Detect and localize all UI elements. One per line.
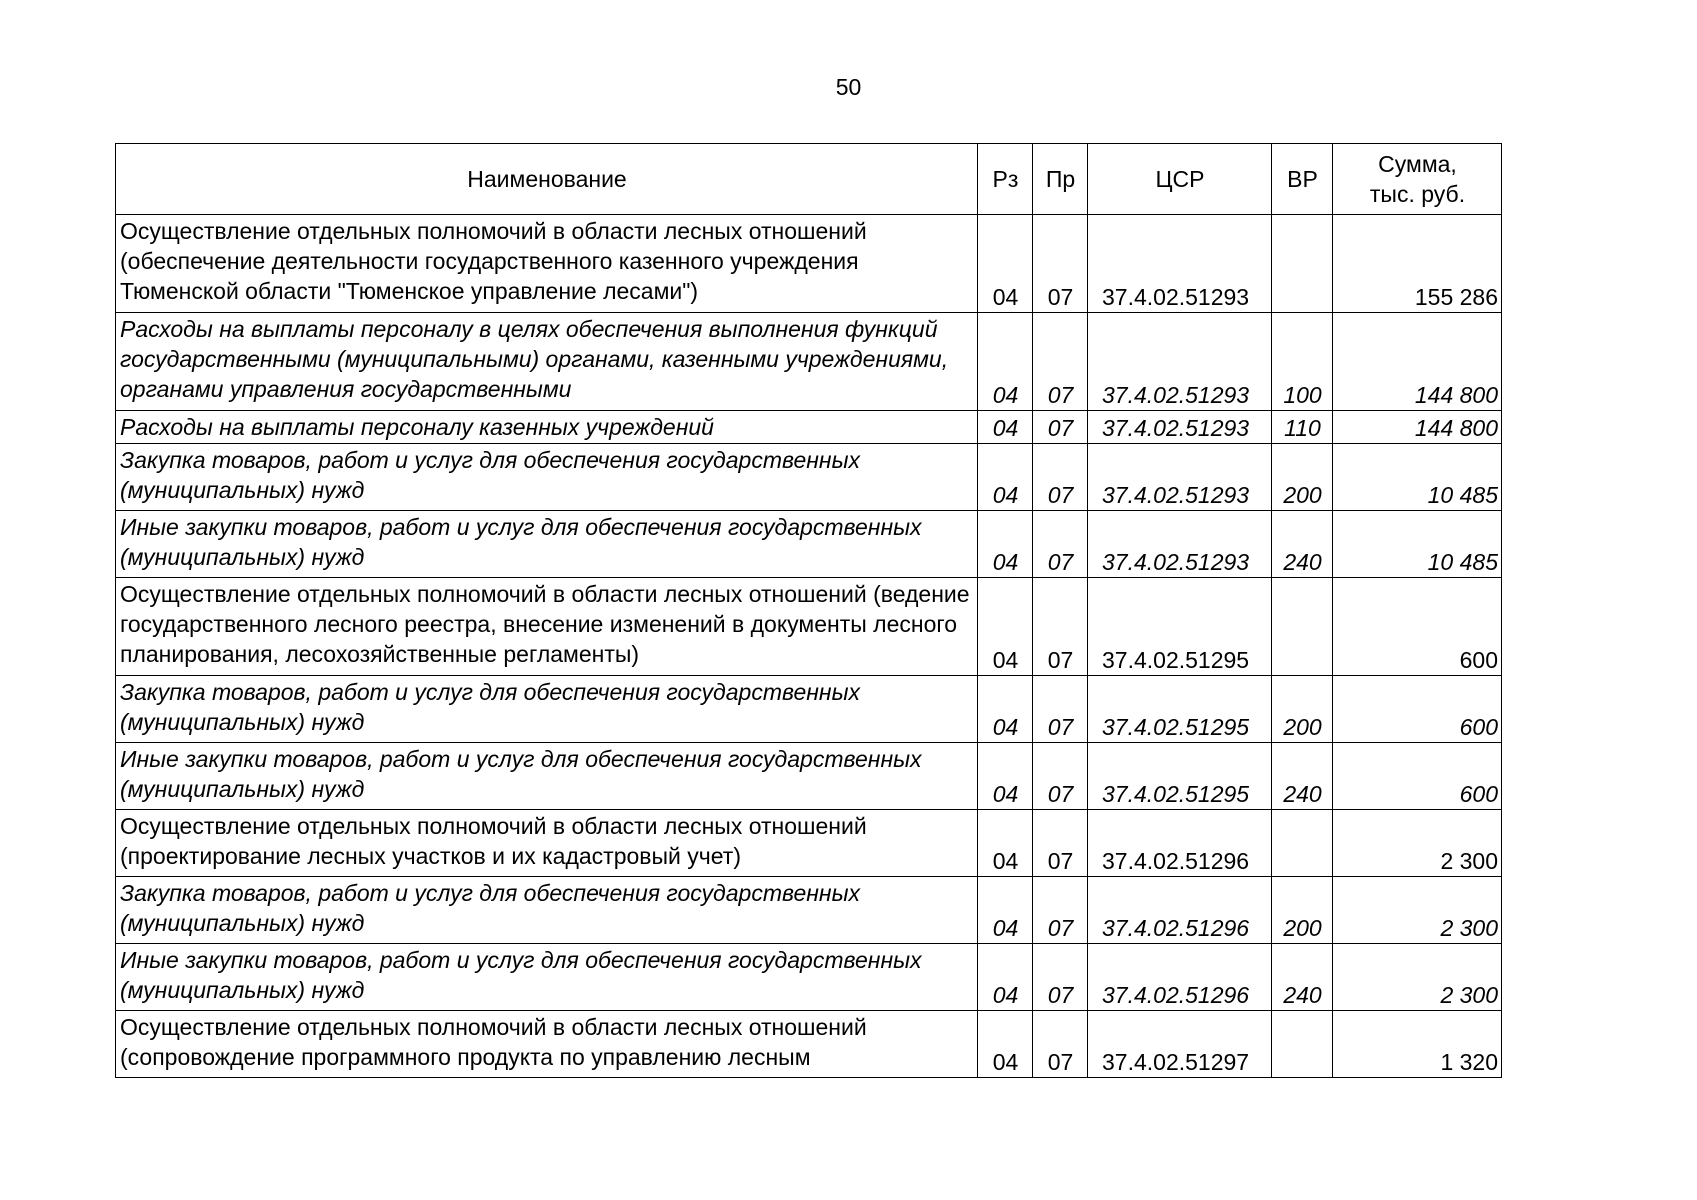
row-csr: 37.4.02.51296 [1088,810,1272,877]
row-rz: 04 [978,578,1033,676]
row-vr: 200 [1272,877,1333,944]
row-pr: 07 [1033,215,1088,313]
row-name: Закупка товаров, работ и услуг для обеспечения государственных (муниципальных) нужд [116,444,978,511]
row-sum: 2 300 [1333,877,1502,944]
row-name: Осуществление отдельных полномочий в области лесных отношений (сопровождение программного продукта по управлению лесным [116,1011,978,1078]
row-sum: 1 320 [1333,1011,1502,1078]
table-row [116,215,1502,313]
row-pr: 07 [1033,743,1088,810]
row-csr: 37.4.02.51295 [1088,743,1272,810]
row-sum: 10 485 [1333,444,1502,511]
row-rz: 04 [978,810,1033,877]
row-csr: 37.4.02.51293 [1088,444,1272,511]
row-pr: 07 [1033,411,1088,444]
table-row [116,743,1502,810]
row-csr: 37.4.02.51297 [1088,1011,1272,1078]
row-name: Осуществление отдельных полномочий в области лесных отношений (проектирование лесных участков и их кадастровый учет) [116,810,978,877]
row-name: Осуществление отдельных полномочий в области лесных отношений (ведение государственного лесного реестра, внесение изменений в документы лесного планирования, лесохозяйственные регламенты) [116,578,978,676]
row-sum: 2 300 [1333,810,1502,877]
row-name: Иные закупки товаров, работ и услуг для обеспечения государственных (муниципальных) нужд [116,944,978,1011]
row-pr: 07 [1033,810,1088,877]
row-csr: 37.4.02.51296 [1088,944,1272,1011]
row-pr: 07 [1033,313,1088,411]
row-vr [1272,810,1333,877]
row-name: Осуществление отдельных полномочий в области лесных отношений (обеспечение деятельности государственного казенного учреждения Тюменской области "Тюменское управление лесами") [116,215,978,313]
row-pr: 07 [1033,877,1088,944]
table-row [116,511,1502,578]
row-pr: 07 [1033,578,1088,676]
row-csr: 37.4.02.51293 [1088,411,1272,444]
header-sum-line1: Сумма, [1378,151,1457,177]
row-csr: 37.4.02.51295 [1088,676,1272,743]
row-rz: 04 [978,411,1033,444]
row-name: Расходы на выплаты персоналу казенных учреждений [116,411,978,444]
table-row [116,313,1502,411]
row-name: Закупка товаров, работ и услуг для обеспечения государственных (муниципальных) нужд [116,877,978,944]
header-rz: Рз [978,144,1033,215]
row-name: Расходы на выплаты персоналу в целях обеспечения выполнения функций государственными (муниципальными) органами, казенными учреждениями, органами управления государственными [116,313,978,411]
row-pr: 07 [1033,676,1088,743]
row-csr: 37.4.02.51293 [1088,313,1272,411]
table-row [116,676,1502,743]
row-name: Иные закупки товаров, работ и услуг для обеспечения государственных (муниципальных) нужд [116,511,978,578]
row-csr: 37.4.02.51296 [1088,877,1272,944]
row-sum: 144 800 [1333,411,1502,444]
row-rz: 04 [978,313,1033,411]
row-sum: 10 485 [1333,511,1502,578]
row-pr: 07 [1033,1011,1088,1078]
row-sum: 155 286 [1333,215,1502,313]
row-rz: 04 [978,676,1033,743]
table-row [116,877,1502,944]
row-name: Иные закупки товаров, работ и услуг для обеспечения государственных (муниципальных) нужд [116,743,978,810]
row-vr: 240 [1272,743,1333,810]
row-vr: 200 [1272,676,1333,743]
row-pr: 07 [1033,944,1088,1011]
table-row [116,578,1502,676]
row-pr: 07 [1033,444,1088,511]
header-vr: ВР [1272,144,1333,215]
table-row [116,1011,1502,1078]
row-sum: 144 800 [1333,313,1502,411]
table-row [116,444,1502,511]
row-csr: 37.4.02.51295 [1088,578,1272,676]
row-sum: 600 [1333,676,1502,743]
row-csr: 37.4.02.51293 [1088,511,1272,578]
header-csr: ЦСР [1088,144,1272,215]
table-header-row [116,144,1502,215]
row-vr [1272,578,1333,676]
row-rz: 04 [978,877,1033,944]
page-number: 50 [835,74,862,100]
row-vr: 110 [1272,411,1333,444]
row-rz: 04 [978,1011,1033,1078]
row-name: Закупка товаров, работ и услуг для обеспечения государственных (муниципальных) нужд [116,676,978,743]
header-sum-line2: тыс. руб. [1369,181,1466,207]
row-sum: 600 [1333,743,1502,810]
row-csr: 37.4.02.51293 [1088,215,1272,313]
row-pr: 07 [1033,511,1088,578]
row-vr: 100 [1272,313,1333,411]
row-vr [1272,215,1333,313]
row-rz: 04 [978,511,1033,578]
table-row [116,944,1502,1011]
row-vr: 200 [1272,444,1333,511]
row-vr: 240 [1272,944,1333,1011]
row-rz: 04 [978,444,1033,511]
budget-table [115,143,1502,1078]
row-vr: 240 [1272,511,1333,578]
row-rz: 04 [978,944,1033,1011]
header-pr: Пр [1033,144,1088,215]
row-vr [1272,1011,1333,1078]
table-row [116,411,1502,444]
row-rz: 04 [978,215,1033,313]
row-rz: 04 [978,743,1033,810]
header-sum [1333,144,1502,215]
header-name: Наименование [116,144,978,215]
row-sum: 2 300 [1333,944,1502,1011]
table-row [116,810,1502,877]
row-sum: 600 [1333,578,1502,676]
